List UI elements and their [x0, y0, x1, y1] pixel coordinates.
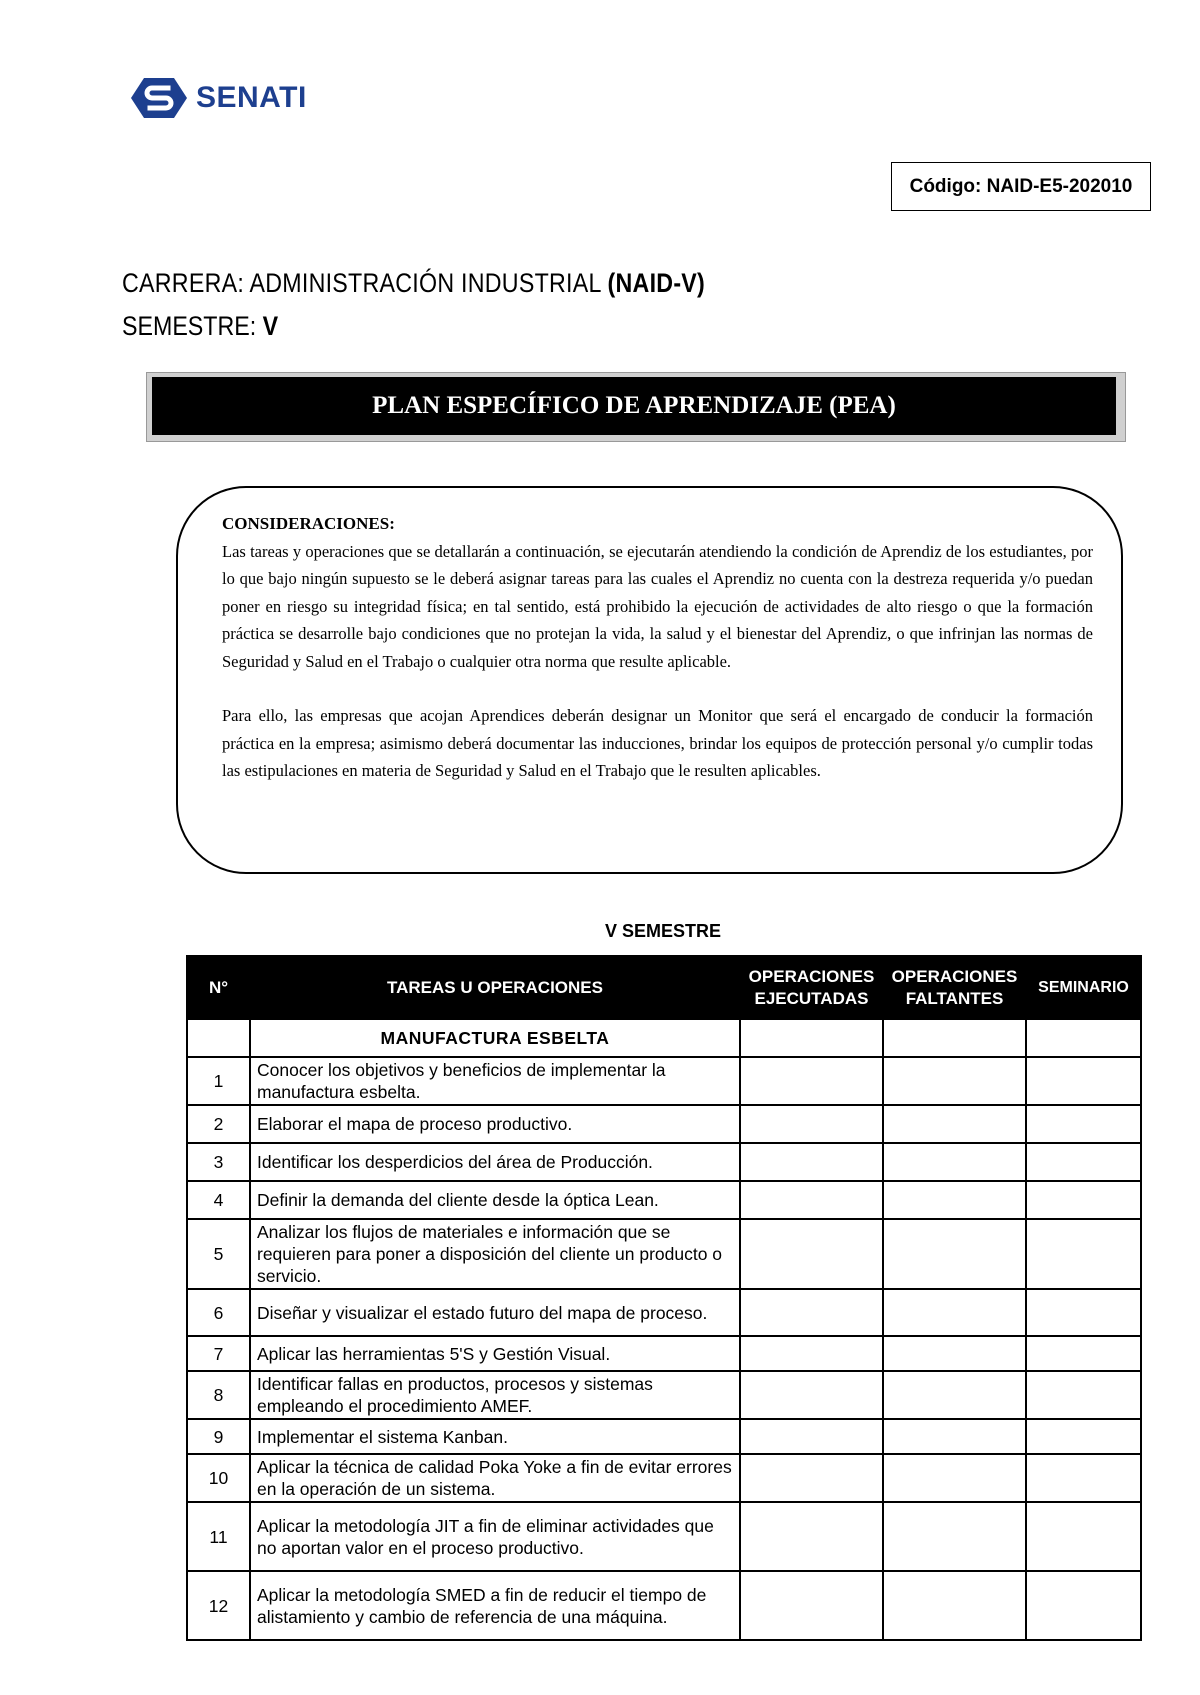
row-task: Analizar los flujos de materiales e información que se requieren para poner a disposición del cliente un producto o servicio.	[250, 1219, 740, 1289]
table-row	[187, 1057, 1141, 1105]
row-seminar-cell	[1026, 1571, 1141, 1640]
row-executed-cell	[740, 1419, 883, 1454]
row-seminar-cell	[1026, 1181, 1141, 1219]
header-task: TAREAS U OPERACIONES	[250, 956, 740, 1019]
section-title: MANUFACTURA ESBELTA	[250, 1019, 740, 1057]
table-row	[187, 1219, 1141, 1289]
row-task: Implementar el sistema Kanban.	[250, 1419, 740, 1454]
table-row	[187, 1143, 1141, 1181]
row-seminar-cell	[1026, 1057, 1141, 1105]
row-pending-cell	[883, 1143, 1026, 1181]
considerations-paragraph-1: Las tareas y operaciones que se detallarán a continuación, se ejecutarán atendiendo la condición de Aprendiz de los estudiantes, por lo que bajo ningún supuesto se le deberá asignar tareas para las cuales el Aprendiz no cuenta con la destreza requerida y/o puedan poner en riesgo su integridad física; en tal sentido, está prohibido la ejecución de actividades de alto riesgo o que la formación práctica se desarrolle bajo condiciones que no protejan la vida, la salud y el bienestar del Aprendiz, o que infrinjan las normas de Seguridad y Salud en el Trabajo o cualquier otra norma que resulte aplicable.	[222, 541, 1093, 671]
header-executed-line1: OPERACIONES	[748, 966, 875, 986]
document-code: Código: NAID-E5-202010	[891, 162, 1151, 211]
row-pending-cell	[883, 1371, 1026, 1419]
row-task: Definir la demanda del cliente desde la óptica Lean.	[250, 1181, 740, 1219]
row-number: 5	[187, 1219, 250, 1289]
row-pending-cell	[883, 1289, 1026, 1336]
table-row	[187, 1371, 1141, 1419]
table-row	[187, 1289, 1141, 1336]
row-executed-cell	[740, 1105, 883, 1143]
considerations-paragraph-2: Para ello, las empresas que acojan Aprendices deberán designar un Monitor que será el encargado de conducir la formación práctica en la empresa; asimismo deberá documentar las inducciones, brindar los equipos de protección personal y/o cumplir todas las estipulaciones en materia de Seguridad y Salud en el Trabajo que le resulten aplicables.	[222, 706, 1093, 780]
row-executed-cell	[740, 1057, 883, 1105]
header-pending-line1: OPERACIONES	[891, 966, 1018, 986]
row-number: 9	[187, 1419, 250, 1454]
table-row	[187, 1336, 1141, 1371]
row-pending-cell	[883, 1219, 1026, 1289]
row-executed-cell	[740, 1371, 883, 1419]
table-row	[187, 1181, 1141, 1219]
senati-emblem-icon	[130, 76, 188, 120]
row-task: Identificar fallas en productos, procesos y sistemas empleando el procedimiento AMEF.	[250, 1371, 740, 1419]
header-pending	[883, 956, 1026, 1019]
row-number: 7	[187, 1336, 250, 1371]
row-number: 3	[187, 1143, 250, 1181]
row-number: 6	[187, 1289, 250, 1336]
row-pending-cell	[883, 1336, 1026, 1371]
row-pending-cell	[883, 1454, 1026, 1502]
row-task: Conocer los objetivos y beneficios de implementar la manufactura esbelta.	[250, 1057, 740, 1105]
row-seminar-cell	[1026, 1219, 1141, 1289]
senati-logo	[130, 76, 307, 120]
section-pending-cell	[883, 1019, 1026, 1057]
row-number: 4	[187, 1181, 250, 1219]
row-task: Elaborar el mapa de proceso productivo.	[250, 1105, 740, 1143]
header-executed-line2: EJECUTADAS	[754, 988, 869, 1008]
row-seminar-cell	[1026, 1105, 1141, 1143]
row-executed-cell	[740, 1289, 883, 1336]
career-code: (NAID-V)	[607, 268, 706, 298]
logo-text: SENATI	[196, 81, 307, 114]
tasks-table	[186, 955, 1142, 1641]
row-number: 11	[187, 1502, 250, 1571]
row-number: 2	[187, 1105, 250, 1143]
header-seminar: SEMINARIO	[1026, 956, 1141, 1019]
row-task: Aplicar la metodología SMED a fin de reducir el tiempo de alistamiento y cambio de referencia de una máquina.	[250, 1571, 740, 1640]
row-executed-cell	[740, 1571, 883, 1640]
row-pending-cell	[883, 1057, 1026, 1105]
section-row	[187, 1019, 1141, 1057]
header-pending-line2: FALTANTES	[905, 988, 1004, 1008]
page-title: PLAN ESPECÍFICO DE APRENDIZAJE (PEA)	[152, 377, 1116, 435]
row-task: Aplicar la metodología JIT a fin de eliminar actividades que no aportan valor en el proceso productivo.	[250, 1502, 740, 1571]
row-pending-cell	[883, 1419, 1026, 1454]
row-pending-cell	[883, 1502, 1026, 1571]
semester-label: SEMESTRE:	[122, 311, 263, 341]
section-num-cell	[187, 1019, 250, 1057]
header-num: N°	[187, 956, 250, 1019]
table-title: V SEMESTRE	[604, 921, 722, 941]
row-seminar-cell	[1026, 1371, 1141, 1419]
semester-line	[122, 311, 278, 342]
row-executed-cell	[740, 1336, 883, 1371]
row-task: Aplicar las herramientas 5'S y Gestión Visual.	[250, 1336, 740, 1371]
section-seminar-cell	[1026, 1019, 1141, 1057]
row-task: Identificar los desperdicios del área de Producción.	[250, 1143, 740, 1181]
row-number: 8	[187, 1371, 250, 1419]
row-seminar-cell	[1026, 1419, 1141, 1454]
row-seminar-cell	[1026, 1143, 1141, 1181]
table-row	[187, 1105, 1141, 1143]
row-number: 10	[187, 1454, 250, 1502]
row-number: 1	[187, 1057, 250, 1105]
semester-value: V	[262, 311, 279, 341]
row-executed-cell	[740, 1219, 883, 1289]
header-executed	[740, 956, 883, 1019]
row-task: Aplicar la técnica de calidad Poka Yoke a fin de evitar errores en la operación de un sistema.	[250, 1454, 740, 1502]
table-row	[187, 1502, 1141, 1571]
considerations-heading: CONSIDERACIONES:	[222, 514, 395, 533]
table-header-row	[187, 956, 1141, 1019]
row-executed-cell	[740, 1143, 883, 1181]
table-row	[187, 1454, 1141, 1502]
section-executed-cell	[740, 1019, 883, 1057]
row-seminar-cell	[1026, 1502, 1141, 1571]
row-seminar-cell	[1026, 1454, 1141, 1502]
row-pending-cell	[883, 1181, 1026, 1219]
career-label: CARRERA: ADMINISTRACIÓN INDUSTRIAL	[122, 268, 608, 298]
row-number: 12	[187, 1571, 250, 1640]
row-executed-cell	[740, 1502, 883, 1571]
table-row	[187, 1419, 1141, 1454]
career-line	[122, 268, 705, 299]
considerations-box	[176, 486, 1123, 874]
row-pending-cell	[883, 1105, 1026, 1143]
row-pending-cell	[883, 1571, 1026, 1640]
row-seminar-cell	[1026, 1336, 1141, 1371]
row-executed-cell	[740, 1181, 883, 1219]
row-executed-cell	[740, 1454, 883, 1502]
table-row	[187, 1571, 1141, 1640]
row-seminar-cell	[1026, 1289, 1141, 1336]
row-task: Diseñar y visualizar el estado futuro del mapa de proceso.	[250, 1289, 740, 1336]
